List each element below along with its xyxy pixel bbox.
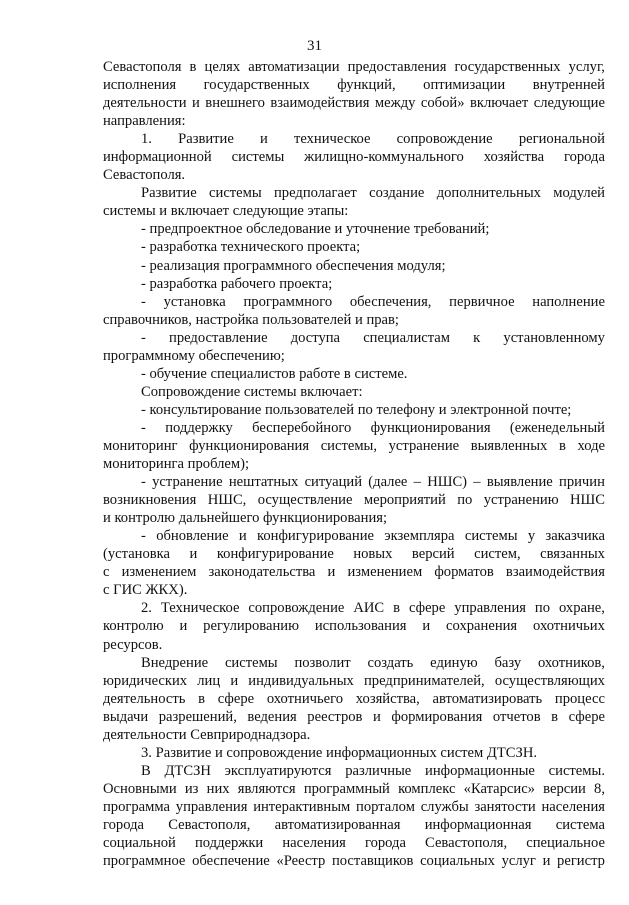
word: контролю (103, 618, 164, 635)
word: по (457, 492, 473, 509)
word: города (364, 835, 406, 852)
word: формирования (391, 708, 483, 725)
text-line (103, 852, 605, 870)
word: оптимизации (423, 77, 506, 94)
word: Развитие (141, 185, 197, 202)
word: исполнения (103, 77, 177, 94)
word: связанных (540, 546, 605, 563)
word: - (141, 419, 146, 436)
word: функционирования (189, 437, 310, 454)
text-line (103, 347, 605, 365)
word: доступа (290, 329, 341, 346)
text-line (103, 617, 605, 635)
word: ходе (577, 437, 605, 454)
text-line (103, 834, 605, 852)
word: дополнительных (436, 185, 541, 202)
text-line (103, 311, 605, 329)
word: программное (103, 853, 186, 870)
word: поддержку (165, 419, 233, 436)
word: из (184, 780, 199, 797)
word: система (555, 816, 605, 833)
line-text: - разработка рабочего проекта; (141, 275, 333, 292)
word: - (141, 528, 146, 545)
word: программный (303, 780, 390, 797)
word: АИС (353, 600, 385, 617)
word: и (238, 528, 247, 545)
word: взаимодействия (505, 564, 605, 581)
word: регистр (557, 853, 605, 870)
word: предоставления (347, 59, 447, 75)
word: между (374, 95, 416, 112)
word: техническое (293, 131, 371, 148)
word: предполагает (274, 185, 357, 202)
word: установка (163, 293, 226, 310)
word: программного (243, 293, 333, 310)
text-line (103, 672, 605, 690)
word: и (327, 564, 336, 581)
word: индивидуальных (248, 672, 354, 689)
word: устранение (152, 474, 223, 491)
word: информационные (425, 762, 535, 779)
word: ДТСЗН (164, 762, 211, 779)
word: осуществление (257, 492, 353, 509)
word: поддержки (194, 835, 264, 852)
text-line (103, 76, 605, 94)
text-line (103, 257, 605, 275)
word: причин (559, 474, 605, 491)
word: государственных (454, 59, 561, 75)
word: по (534, 600, 551, 617)
word: отчетов (492, 708, 541, 725)
line-text: - предпроектное обследование и уточнение требований; (141, 221, 490, 238)
line-text: Сопровождение системы включает: (141, 383, 363, 400)
text-line (103, 527, 605, 545)
word: у (527, 528, 536, 545)
word: к (473, 329, 481, 346)
word: предоставление (169, 329, 268, 346)
line-text: ресурсов. (103, 636, 163, 653)
word: выявленных (470, 437, 548, 454)
text-line (103, 473, 605, 491)
text-line (103, 437, 605, 455)
word: информационной (103, 149, 212, 166)
text-line (103, 184, 605, 202)
word: ситуаций (304, 474, 363, 491)
word: услуг (501, 853, 536, 870)
word: региональной (518, 131, 605, 148)
word: 8, (594, 780, 605, 797)
word: базу (494, 654, 522, 671)
word: автоматизировать (432, 690, 543, 707)
word: создание (369, 185, 425, 202)
text-line (103, 383, 605, 401)
word: услуг, (568, 59, 605, 75)
text-line (103, 112, 605, 130)
word: в (198, 690, 206, 707)
word: сопровождение (248, 600, 345, 617)
word: системы (209, 185, 262, 202)
word: с (103, 564, 110, 581)
word: системы (464, 528, 518, 545)
text-line (103, 238, 605, 256)
word: законодательства (208, 564, 316, 581)
word: сфере (408, 600, 446, 617)
word: специалистам (363, 329, 451, 346)
word: автоматизированная (274, 816, 401, 833)
word: НШС (570, 492, 605, 509)
text-line (103, 166, 605, 184)
word: юридических (103, 672, 188, 689)
word: управления (454, 600, 526, 617)
word: систем, (474, 546, 521, 563)
text-line (103, 130, 605, 148)
word: обновление (156, 528, 229, 545)
word: управления (175, 798, 248, 815)
word: деятельности (103, 95, 187, 112)
word: сфере (568, 708, 605, 725)
word: осуществляющих (494, 672, 605, 689)
word: конфигурирование (257, 528, 374, 545)
word: Техническое (160, 600, 240, 617)
document-body (103, 58, 605, 870)
word: нештатных (228, 474, 299, 491)
word: НШС) (427, 474, 468, 491)
word: новых (353, 546, 393, 563)
word: комплекс (398, 780, 456, 797)
line-text: направления: (103, 113, 186, 130)
word: них (206, 780, 230, 797)
word: города (563, 149, 605, 166)
word: НШС, (207, 492, 247, 509)
word: (далее (368, 474, 408, 491)
word: системы (224, 654, 278, 671)
text-line (103, 708, 605, 726)
word: Развитие (178, 131, 234, 148)
word: форматов (434, 564, 494, 581)
word: и (179, 618, 188, 635)
line-text: системы и включает следующие этапы: (103, 203, 349, 220)
word: информационная (424, 816, 532, 833)
text-line (103, 816, 605, 834)
text-line (103, 798, 605, 816)
word: занятости (474, 798, 536, 815)
word: и (373, 708, 381, 725)
word: единую (430, 654, 478, 671)
word: версии (543, 780, 586, 797)
word: социальных (420, 853, 495, 870)
word: и (230, 672, 239, 689)
word: – (413, 474, 421, 491)
word: В (141, 762, 151, 779)
line-text: - обучение специалистов работе в системе. (141, 365, 408, 382)
text-line (103, 365, 605, 383)
line-text: - реализация программного обеспечения модуля; (141, 257, 446, 274)
text-line (103, 148, 605, 166)
word: лиц (197, 672, 221, 689)
word: изменением (121, 564, 197, 581)
line-text: - консультирование пользователей по телефону и электронной почте; (141, 401, 572, 418)
word: Внедрение (141, 654, 209, 671)
word: конфигурирование (216, 546, 334, 563)
text-line (103, 726, 605, 744)
word: населения (282, 835, 346, 852)
word: мероприятий (363, 492, 446, 509)
text-line (103, 58, 605, 76)
word: выявление (486, 474, 553, 491)
word: системы, (320, 437, 378, 454)
text-line (103, 491, 605, 509)
text-line (103, 202, 605, 220)
word: устранению (483, 492, 559, 509)
line-text: справочников, настройка пользователей и прав; (103, 311, 399, 328)
word: внешнего (205, 95, 265, 112)
word: автоматизации (248, 59, 340, 75)
word: обеспечение (192, 853, 270, 870)
word: наполнение (532, 293, 605, 310)
word: охране, (558, 600, 605, 617)
word: порталом (356, 798, 415, 815)
word: являются (237, 780, 296, 797)
word: взаимодействия (270, 95, 370, 112)
word: сопровождение (396, 131, 493, 148)
word: и (422, 618, 431, 635)
word: следующие (533, 95, 605, 112)
word: (установка (103, 546, 171, 563)
word: поставщиков (331, 853, 414, 870)
line-text: программному обеспечению; (103, 347, 285, 364)
word: «Реестр (276, 853, 326, 870)
text-line (103, 636, 605, 654)
word: выдачи (103, 708, 149, 725)
text-line (103, 563, 605, 581)
text-line (103, 545, 605, 563)
line-text: с ГИС ЖКХ). (103, 582, 188, 599)
word: специальное (526, 835, 605, 852)
word: Севастополя, (425, 835, 508, 852)
word: охотничьих (533, 618, 605, 635)
text-line (103, 599, 605, 617)
word: собой» (420, 95, 465, 112)
word: ведения (247, 708, 297, 725)
word: в (558, 437, 566, 454)
word: включает (469, 95, 529, 112)
line-text: деятельности Севприроднадзора. (103, 726, 311, 743)
line-text: мониторинга проблем); (103, 456, 250, 473)
text-line (103, 275, 605, 293)
word: установленному (503, 329, 605, 346)
word: устранение (388, 437, 460, 454)
text-line (103, 581, 605, 599)
line-text: 3. Развитие и сопровождение информационных систем ДТСЗН. (141, 744, 538, 761)
text-line (103, 455, 605, 473)
word: эксплуатируются (224, 762, 332, 779)
word: внутренней (532, 77, 605, 94)
word: первичное (449, 293, 515, 310)
text-line (103, 220, 605, 238)
word: Основными (103, 780, 177, 797)
word: изменением (347, 564, 423, 581)
word: реестров (307, 708, 363, 725)
text-line (103, 780, 605, 798)
word: Севастополя (103, 59, 182, 75)
word: - (141, 474, 146, 491)
word: бесперебойного (252, 419, 352, 436)
word: (еженедельный (509, 419, 605, 436)
text-line (103, 654, 605, 672)
word: службы (420, 798, 469, 815)
word: в (393, 600, 401, 617)
text-line (103, 94, 605, 112)
word: интерактивным (253, 798, 351, 815)
word: хозяйства (483, 149, 545, 166)
word: 2. (141, 600, 152, 617)
text-line (103, 690, 605, 708)
word: - (141, 329, 146, 346)
word: сохранения (446, 618, 518, 635)
line-text: - разработка технического проекта; (141, 239, 361, 256)
line-text: Севастополя. (103, 167, 186, 184)
word: функций, (337, 77, 396, 94)
word: заказчика (545, 528, 605, 545)
word: возникновения (103, 492, 197, 509)
word: в (551, 708, 559, 725)
word: и (189, 546, 198, 563)
word: «Катарсис» (463, 780, 535, 797)
word: системы. (548, 762, 605, 779)
word: социальной (103, 835, 176, 852)
text-line (103, 509, 605, 527)
word: хозяйства, (355, 690, 420, 707)
word: Севастополя, (168, 816, 251, 833)
text-line (103, 329, 605, 347)
word: 1. (141, 131, 152, 148)
word: сфере (217, 690, 255, 707)
word: в (189, 59, 197, 75)
word: модулей (553, 185, 605, 202)
word: экземпляра (384, 528, 455, 545)
word: жилищно-коммунального (304, 149, 464, 166)
word: системы (231, 149, 285, 166)
word: и (542, 853, 551, 870)
text-line (103, 762, 605, 780)
page-number: 31 (307, 38, 322, 54)
word: регулированию (203, 618, 299, 635)
word: мониторинг (103, 437, 178, 454)
word: различные (345, 762, 412, 779)
word: обеспечения, (349, 293, 432, 310)
word: – (473, 474, 481, 491)
word: населения (541, 798, 605, 815)
word: целях (204, 59, 241, 75)
text-line (103, 401, 605, 419)
line-text: и контролю дальнейшего функционирования; (103, 510, 388, 527)
word: охотников, (537, 654, 605, 671)
text-line (103, 293, 605, 311)
word: и (260, 131, 268, 148)
word: версий (411, 546, 455, 563)
word: разрешений, (158, 708, 237, 725)
text-line (103, 744, 605, 762)
word: программа (103, 798, 171, 815)
word: города (103, 816, 144, 833)
word: охотничьего (266, 690, 344, 707)
word: позволит (294, 654, 351, 671)
text-line (103, 419, 605, 437)
word: использования (314, 618, 407, 635)
word: создать (367, 654, 414, 671)
word: деятельность (103, 690, 186, 707)
word: и (192, 95, 200, 112)
word: предпринимателей, (364, 672, 485, 689)
word: - (141, 293, 146, 310)
word: процесс (554, 690, 605, 707)
word: функционирования (370, 419, 491, 436)
word: государственных (203, 77, 310, 94)
